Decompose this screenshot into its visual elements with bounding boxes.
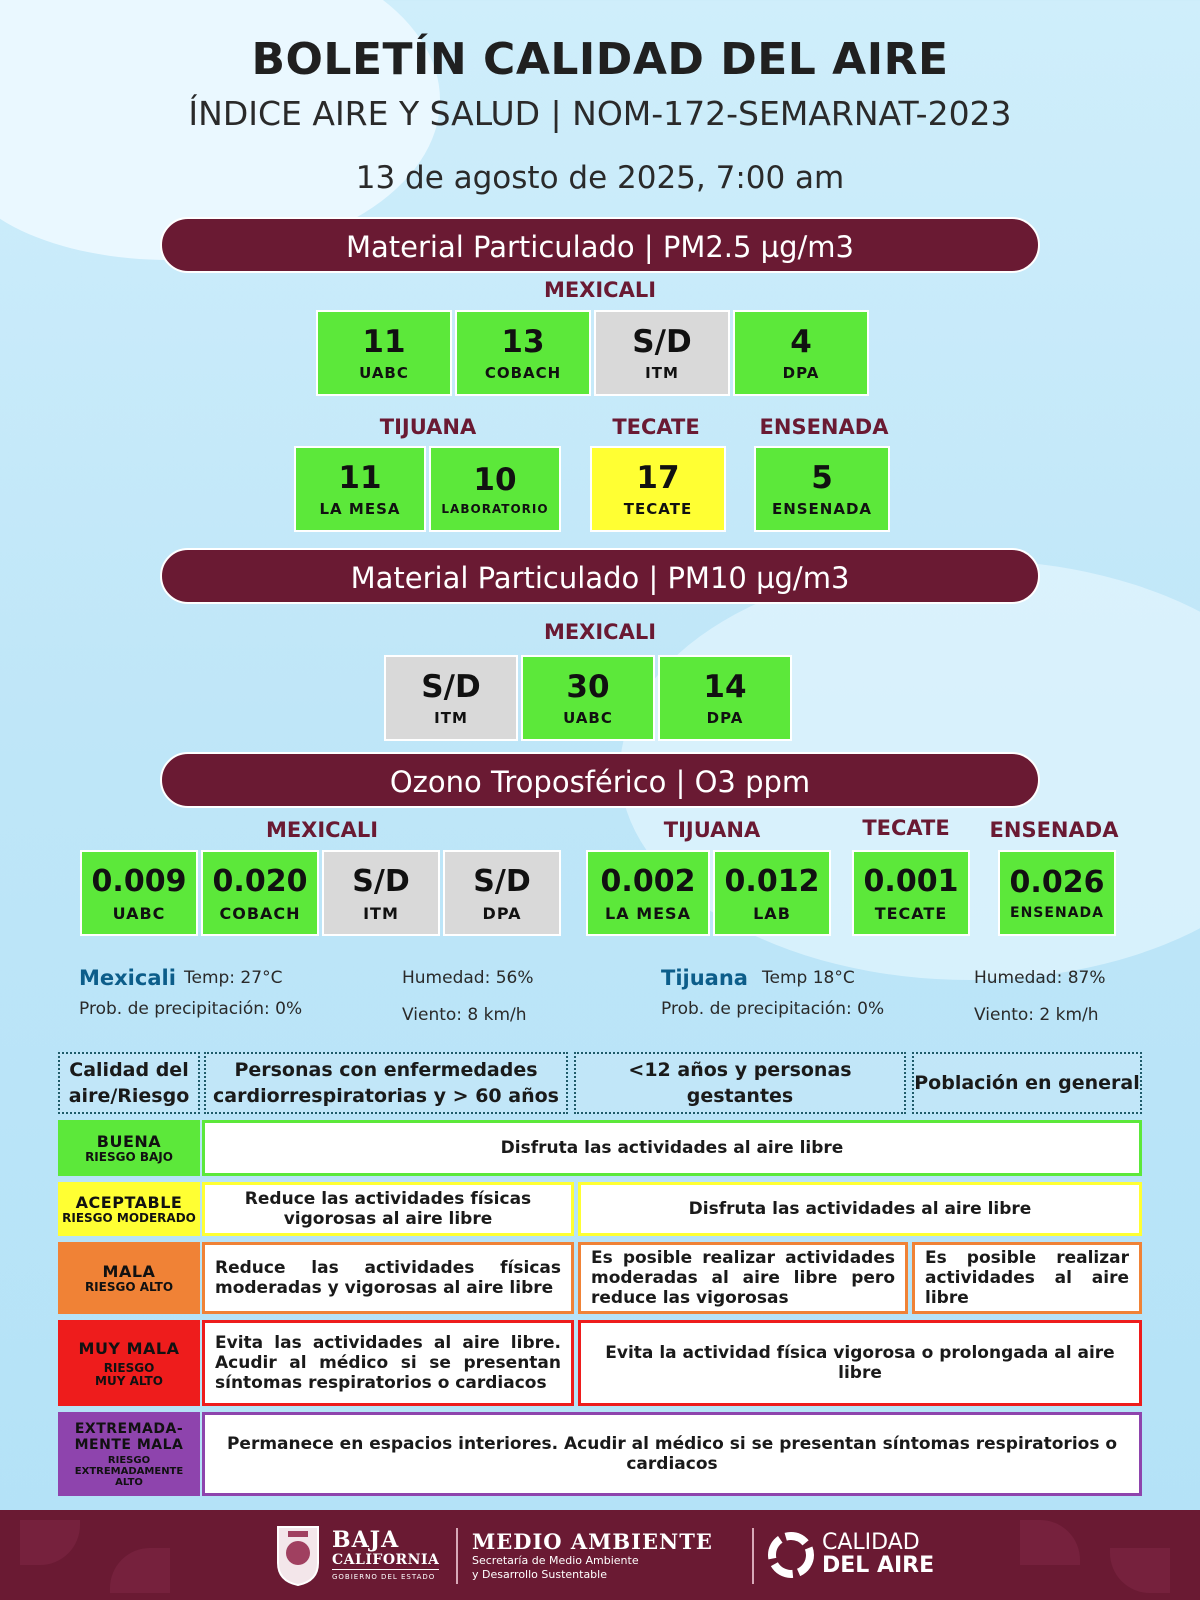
risk-level-name: MUY MALA (78, 1338, 180, 1358)
station-value: S/D (473, 863, 531, 899)
o3-mexicali-row (80, 850, 561, 936)
weather-precip-tijuana: Prob. de precipitación: 0% (661, 999, 885, 1019)
weather-wind-mexicali: Viento: 8 km/h (402, 1005, 527, 1025)
bc-name: BAJA (332, 1527, 400, 1553)
pm25-station-cell (594, 310, 730, 396)
bulletin-date: 13 de agosto de 2025, 7:00 am (355, 160, 845, 196)
footer-separator (752, 1528, 754, 1584)
o3-station-cell (852, 850, 970, 936)
risk-level-risk: RIESGO MUY ALTO (95, 1360, 163, 1388)
station-value: 0.002 (600, 863, 696, 899)
station-value: 4 (790, 324, 812, 360)
risk-level-good (58, 1120, 200, 1176)
o3-tecate-label: TECATE (862, 816, 950, 840)
bulletin-subtitle: ÍNDICE AIRE Y SALUD | NOM-172-SEMARNAT-2023 (188, 94, 1012, 133)
o3-station-cell (443, 850, 561, 936)
o3-band: Ozono Troposférico | O3 ppm (160, 752, 1040, 808)
risk-advice: Reduce las actividades físicas moderadas y vigorosas al aire libre (202, 1242, 574, 1314)
weather-city-tijuana: Tijuana (661, 966, 748, 990)
weather-wind-tijuana: Viento: 2 km/h (974, 1005, 1099, 1025)
o3-tecate-row (852, 850, 970, 936)
risk-level-risk: RIESGO ALTO (84, 1280, 174, 1294)
station-name: TECATE (623, 500, 693, 518)
weather-temp-tijuana: Temp 18°C (762, 968, 855, 988)
o3-tijuana-label: TIJUANA (663, 818, 761, 842)
weather-humidity-mexicali: Humedad: 56% (402, 968, 534, 988)
pm25-mexicali-label: MEXICALI (543, 278, 657, 302)
pm10-station-cell (521, 655, 655, 741)
risk-level-very-bad (58, 1320, 200, 1406)
pm25-tijuana-label: TIJUANA (379, 415, 477, 439)
station-value: 0.026 (1009, 865, 1105, 900)
o3-mexicali-label: MEXICALI (265, 818, 379, 842)
station-name: DPA (482, 903, 522, 923)
baja-california-logo (272, 1520, 439, 1590)
station-value: 5 (811, 460, 833, 496)
pm25-station-cell (733, 310, 869, 396)
station-value: 30 (566, 669, 610, 705)
station-value: 0.001 (863, 863, 959, 899)
ma-sub2: y Desarrollo Sustentable (472, 1567, 607, 1581)
ma-title: MEDIO AMBIENTE (472, 1528, 713, 1554)
pm10-station-cell (658, 655, 792, 741)
station-name: DPA (782, 364, 820, 382)
station-name: TECATE (874, 903, 948, 923)
ca-1: CALIDAD (822, 1530, 920, 1555)
o3-station-cell (201, 850, 319, 936)
risk-level-risk: RIESGO EXTREMADAMENTE ALTO (74, 1454, 184, 1488)
o3-station-cell (586, 850, 710, 936)
station-name: ITM (434, 709, 468, 727)
bc-sub: GOBIERNO DEL ESTADO (332, 1573, 436, 1581)
weather-humidity-tijuana: Humedad: 87% (974, 968, 1106, 988)
table-header-cardio: Personas con enfermedades cardiorrespiratorias y > 60 años (204, 1052, 568, 1114)
risk-level-extreme (58, 1412, 200, 1496)
pm25-band: Material Particulado | PM2.5 µg/m3 (160, 217, 1040, 273)
station-value: 11 (362, 324, 406, 360)
pm25-station-cell (294, 446, 426, 532)
bulletin-title: BOLETÍN CALIDAD DEL AIRE (251, 34, 949, 85)
station-value: 14 (703, 669, 747, 705)
station-value: 10 (473, 462, 517, 498)
pm25-tijuana-row (294, 446, 561, 532)
table-header-general: Población en general (912, 1052, 1142, 1114)
risk-level-risk: RIESGO BAJO (85, 1150, 173, 1164)
risk-level-name: ACEPTABLE (75, 1193, 183, 1212)
station-name: LAB (753, 903, 791, 923)
pm25-mexicali-row (316, 310, 869, 396)
o3-ensenada-label: ENSENADA (989, 818, 1119, 842)
station-name: LA MESA (605, 903, 691, 923)
station-name: ENSENADA (1010, 905, 1104, 921)
risk-advice: Disfruta las actividades al aire libre (578, 1182, 1142, 1236)
pm10-mexicali-row (384, 655, 792, 741)
state-seal-icon (272, 1523, 324, 1587)
ma-text-block (472, 1529, 713, 1582)
calidad-aire-logo (768, 1520, 934, 1590)
station-name: UABC (359, 364, 409, 382)
pm25-station-cell (429, 446, 561, 532)
risk-level-risk: RIESGO MODERADO (62, 1211, 196, 1225)
weather-precip-mexicali: Prob. de precipitación: 0% (79, 999, 303, 1019)
station-value: 0.012 (724, 863, 820, 899)
pm10-band: Material Particulado | PM10 µg/m3 (160, 548, 1040, 604)
pm25-ensenada-row (754, 446, 890, 532)
station-name: UABC (112, 903, 166, 923)
ca-2: DEL AIRE (822, 1553, 935, 1578)
risk-advice: Disfruta las actividades al aire libre (202, 1120, 1142, 1176)
o3-ensenada-row (998, 850, 1116, 936)
risk-advice: Permanece en espacios interiores. Acudir al médico si se presentan síntomas respiratorios o cardiacos (202, 1412, 1142, 1496)
weather-city-mexicali: Mexicali (79, 966, 176, 990)
footer-separator (456, 1528, 458, 1584)
station-value: 13 (501, 324, 545, 360)
ca-text-block (822, 1532, 934, 1578)
pm25-station-cell (754, 446, 890, 532)
station-name: LA MESA (319, 500, 401, 518)
pm10-station-cell (384, 655, 518, 741)
o3-station-cell (80, 850, 198, 936)
pm10-mexicali-label: MEXICALI (543, 620, 657, 644)
station-name: COBACH (484, 364, 562, 382)
station-name: ITM (363, 903, 399, 923)
pm25-ensenada-label: ENSENADA (759, 415, 889, 439)
station-name: ITM (645, 364, 679, 382)
station-value: 11 (338, 460, 382, 496)
o3-station-cell (998, 850, 1116, 936)
pm25-station-cell (316, 310, 452, 396)
station-value: S/D (632, 324, 692, 360)
risk-level-name: BUENA (96, 1132, 162, 1151)
risk-advice: Es posible realizar actividades moderadas al aire libre pero reduce las vigorosas (578, 1242, 908, 1314)
risk-advice: Reduce las actividades físicas vigorosas al aire libre (202, 1182, 574, 1236)
pm25-tecate-row (590, 446, 726, 532)
o3-tijuana-row (586, 850, 831, 936)
table-header-risk: Calidad del aire/Riesgo (58, 1052, 200, 1114)
pm25-tecate-label: TECATE (612, 415, 700, 439)
air-quality-icon (768, 1532, 814, 1578)
station-value: 0.020 (212, 863, 308, 899)
o3-station-cell (713, 850, 831, 936)
station-value: S/D (352, 863, 410, 899)
pm25-station-cell (590, 446, 726, 532)
station-name: COBACH (219, 903, 301, 923)
risk-advice: Evita la actividad física vigorosa o prolongada al aire libre (578, 1320, 1142, 1406)
table-header-children: <12 años y personas gestantes (574, 1052, 906, 1114)
station-name: UABC (563, 709, 613, 727)
o3-station-cell (322, 850, 440, 936)
risk-level-name: EXTREMADA- MENTE MALA (74, 1420, 184, 1453)
weather-temp-mexicali: Temp: 27°C (184, 968, 283, 988)
bc-text-block (332, 1529, 439, 1581)
station-name: DPA (706, 709, 744, 727)
risk-level-name: MALA (102, 1262, 156, 1281)
risk-advice: Evita las actividades al aire libre. Acudir al médico si se presentan síntomas respiratorios o cardiacos (202, 1320, 574, 1406)
station-value: 0.009 (91, 863, 187, 899)
risk-advice: Es posible realizar actividades al aire libre (912, 1242, 1142, 1314)
risk-level-bad (58, 1242, 200, 1314)
station-value: 17 (636, 460, 680, 496)
risk-level-acceptable (58, 1182, 200, 1236)
medio-ambiente-logo (472, 1520, 713, 1590)
station-name: ENSENADA (771, 500, 873, 518)
station-name: LABORATORIO (441, 502, 549, 516)
pm25-station-cell (455, 310, 591, 396)
bc-name2: CALIFORNIA (332, 1552, 440, 1568)
ma-sub1: Secretaría de Medio Ambiente (472, 1553, 639, 1567)
station-value: S/D (421, 669, 481, 705)
